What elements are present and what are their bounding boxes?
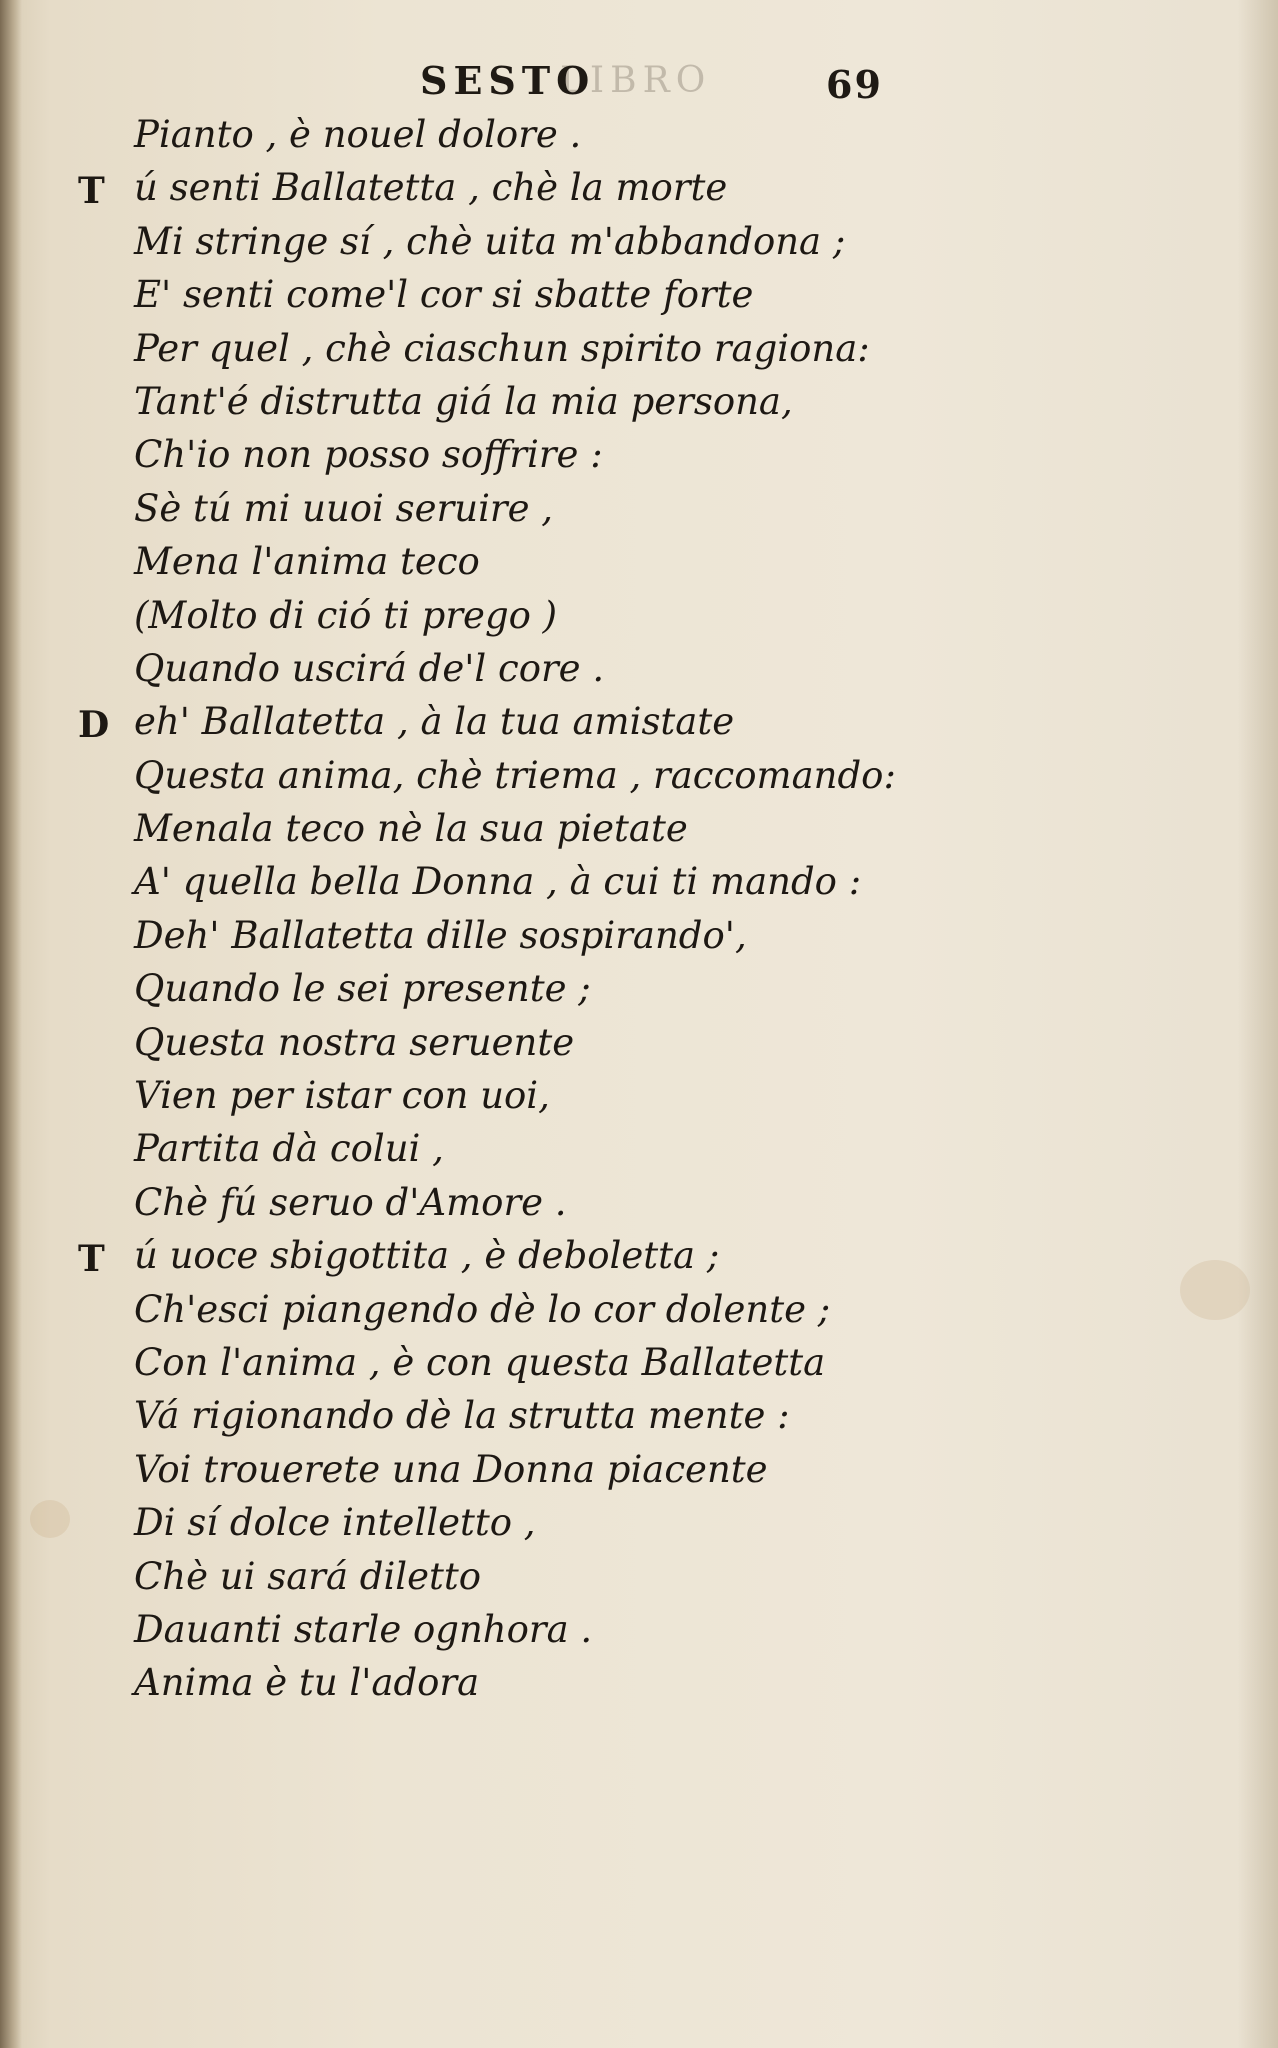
- verse-text: Partita dà colui ,: [134, 1127, 444, 1171]
- verse-text: Chè ui sará diletto: [134, 1554, 482, 1598]
- poem-text: [78, 108, 978, 1710]
- verse-line: [78, 268, 978, 321]
- verse-text: Anima è tu l'adora: [134, 1661, 480, 1705]
- verse-line: [78, 482, 978, 535]
- verse-line: [78, 642, 978, 695]
- verse-line: [78, 1656, 978, 1709]
- verse-text: Dauanti starle ognhora .: [134, 1607, 593, 1651]
- verse-text: ú uoce sbigottita , è deboletta ;: [134, 1234, 720, 1278]
- verse-line: [78, 1229, 978, 1282]
- page-number: 69: [826, 62, 883, 107]
- verse-text: (Molto di ció ti prego ): [134, 593, 558, 637]
- verse-text: Quando le sei presente ;: [134, 967, 591, 1011]
- verse-text: Per quel , chè ciaschun spirito ragiona:: [134, 326, 870, 370]
- verse-text: Con l'anima , è con questa Ballatetta: [134, 1340, 826, 1384]
- verse-text: eh' Ballatetta , à la tua amistate: [134, 700, 735, 744]
- verse-line: [78, 108, 978, 161]
- verse-text: A' quella bella Donna , à cui ti mando :: [134, 860, 862, 904]
- verse-line: [78, 535, 978, 588]
- verse-text: Deh' Ballatetta dille sospirando',: [134, 913, 747, 957]
- verse-line: [78, 1496, 978, 1549]
- verse-text: Chè fú seruo d'Amore .: [134, 1180, 567, 1224]
- verse-line: [78, 1283, 978, 1336]
- verse-line: [78, 161, 978, 214]
- verse-text: Voi trouerete una Donna piacente: [134, 1447, 768, 1491]
- paper-stain: [1180, 1260, 1250, 1320]
- verse-line: [78, 1603, 978, 1656]
- verse-text: Sè tú mi uuoi seruire ,: [134, 486, 554, 530]
- verse-text: Ch'io non posso soffrire :: [134, 433, 603, 477]
- verse-text: Tant'é distrutta giá la mia persona,: [134, 379, 793, 423]
- verse-text: Menala teco nè la sua pietate: [134, 807, 688, 851]
- verse-line: [78, 322, 978, 375]
- verse-line: [78, 589, 978, 642]
- stanza-initial: T: [78, 170, 105, 213]
- verse-text: Questa anima, chè triema , raccomando:: [134, 753, 896, 797]
- show-through-text: LIBRO: [560, 60, 712, 101]
- verse-line: [78, 428, 978, 481]
- verse-line: [78, 1176, 978, 1229]
- verse-line: [78, 962, 978, 1015]
- verse-text: Di sí dolce intelletto ,: [134, 1501, 536, 1545]
- verse-text: Vien per istar con uoi,: [134, 1074, 550, 1118]
- verse-text: Mena l'anima teco: [134, 540, 480, 584]
- verse-line: [78, 695, 978, 748]
- verse-text: Questa nostra seruente: [134, 1020, 575, 1064]
- verse-line: [78, 749, 978, 802]
- verse-line: [78, 1336, 978, 1389]
- verse-line: [78, 1122, 978, 1175]
- verse-line: [78, 1389, 978, 1442]
- verse-text: Mi stringe sí , chè uita m'abbandona ;: [134, 219, 846, 263]
- verse-text: ú senti Ballatetta , chè la morte: [134, 166, 728, 210]
- verse-line: [78, 1550, 978, 1603]
- paper-stain: [30, 1500, 70, 1538]
- verse-line: [78, 1443, 978, 1496]
- running-head: SESTO: [420, 58, 596, 103]
- verse-line: [78, 802, 978, 855]
- verse-line: [78, 1016, 978, 1069]
- verse-text: Vá rigionando dè la strutta mente :: [134, 1394, 790, 1438]
- verse-text: Pianto , è nouel dolore .: [134, 113, 582, 156]
- page-header: [0, 58, 1278, 108]
- stanza-initial: D: [78, 704, 110, 747]
- verse-text: Ch'esci piangendo dè lo cor dolente ;: [134, 1287, 831, 1331]
- stanza-initial: T: [78, 1238, 105, 1281]
- verse-line: [78, 1069, 978, 1122]
- verse-line: [78, 375, 978, 428]
- verse-line: [78, 215, 978, 268]
- verse-line: [78, 855, 978, 908]
- verse-text: E' senti come'l cor si sbatte forte: [134, 273, 754, 317]
- verse-text: Quando uscirá de'l core .: [134, 646, 605, 690]
- verse-line: [78, 909, 978, 962]
